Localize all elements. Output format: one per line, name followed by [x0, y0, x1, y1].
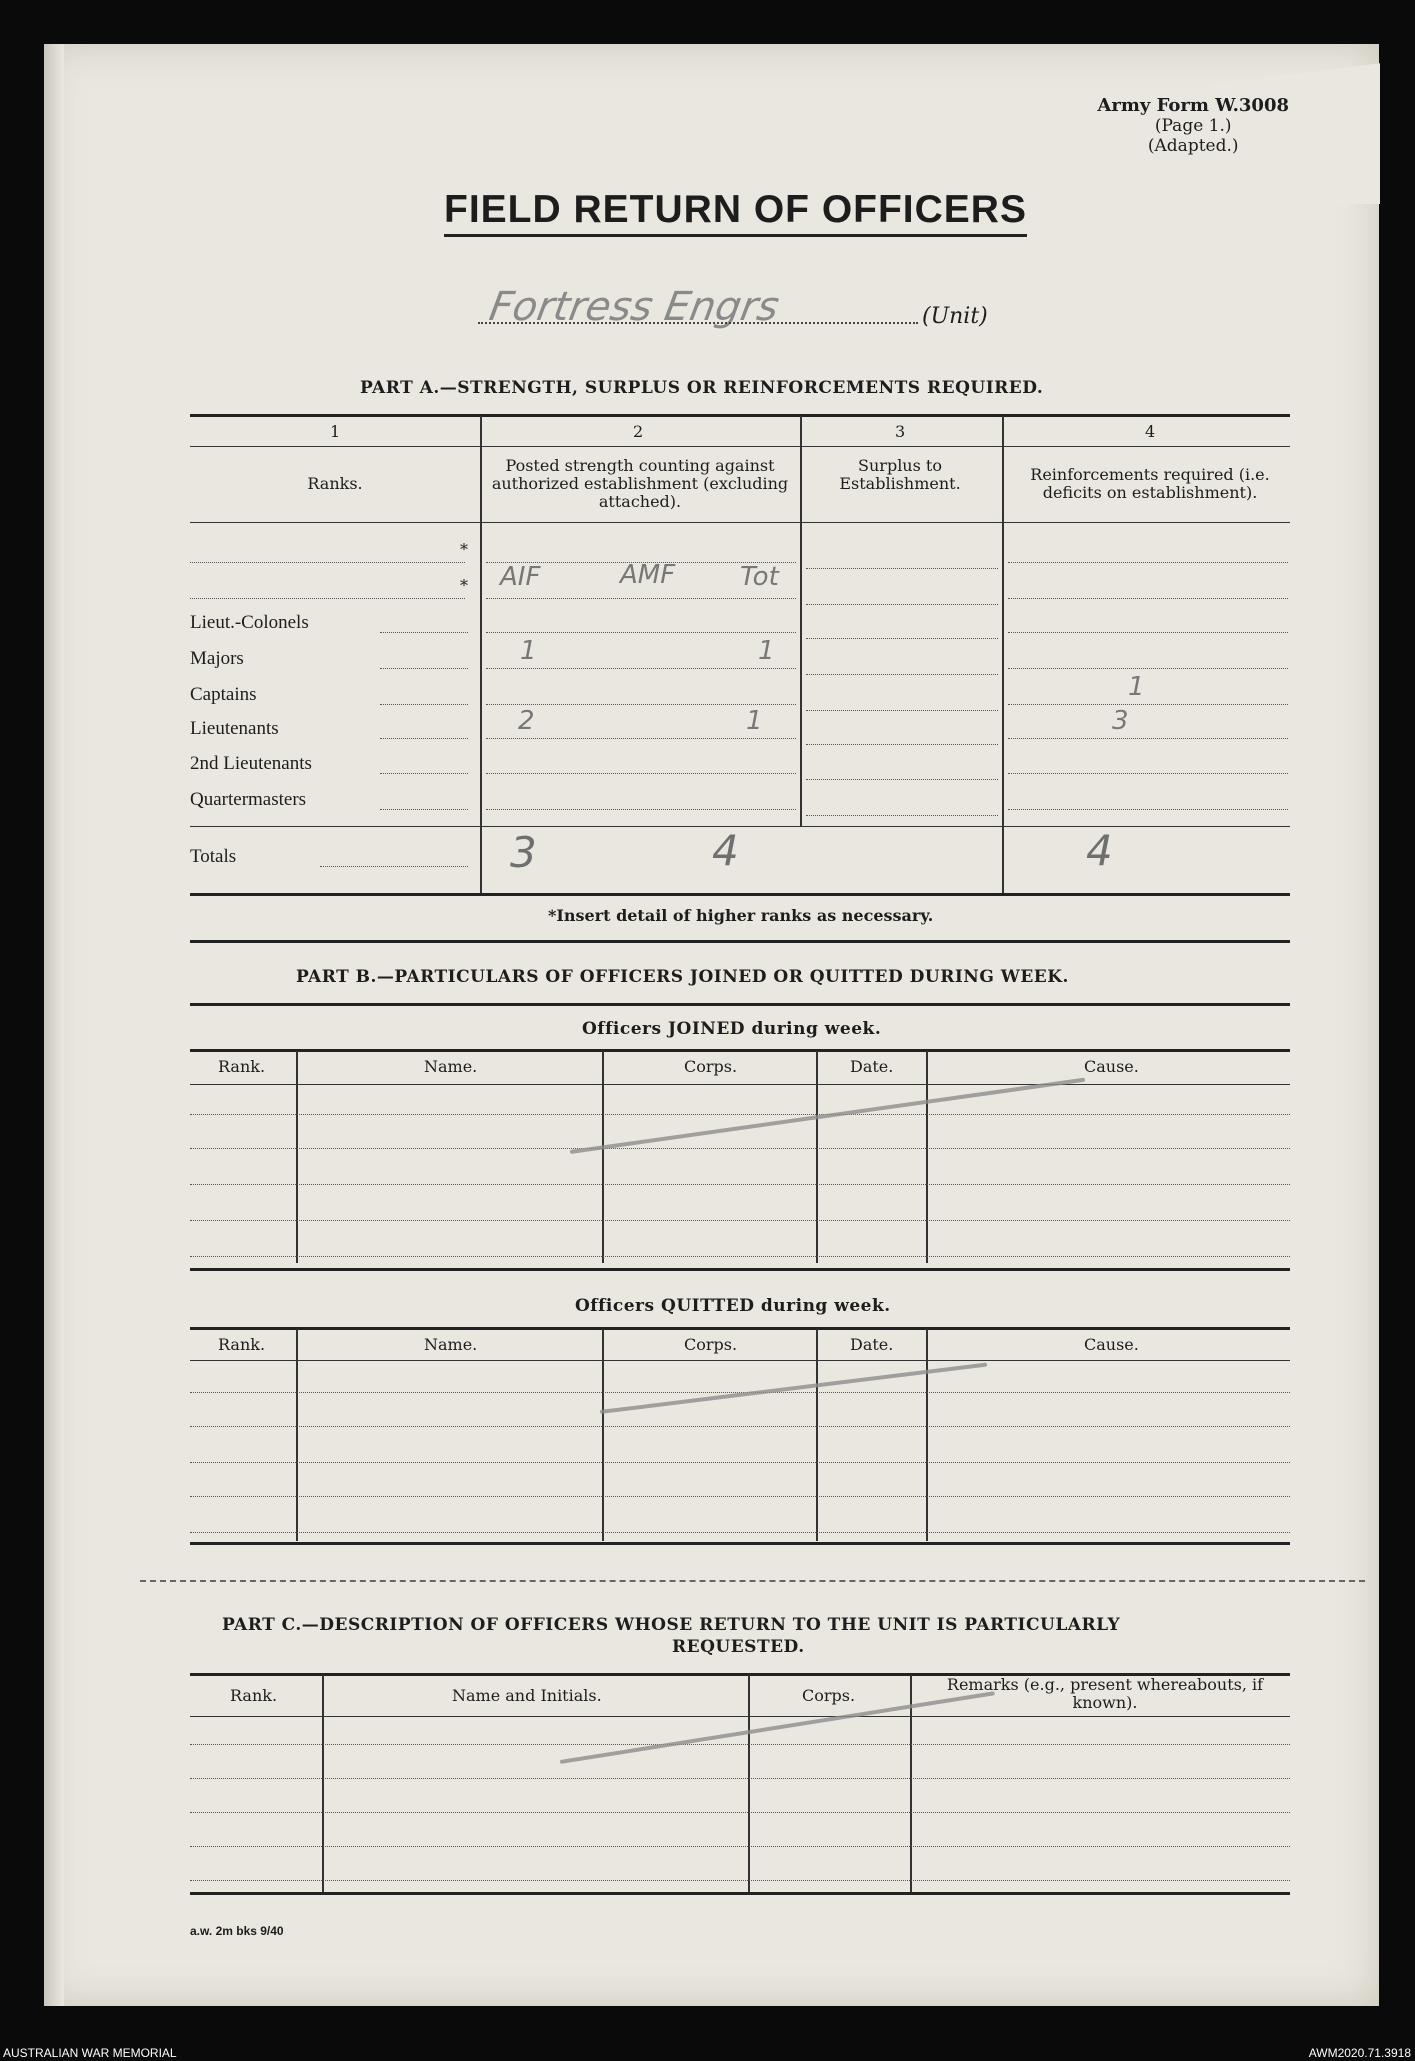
quitted-bottom-rule: [190, 1542, 1290, 1545]
part-a-top-rule: [190, 414, 1290, 417]
c4-row-8: [1008, 809, 1288, 810]
partc-row-2: [190, 1778, 1290, 1779]
rank-lieutenants: Lieutenants: [190, 718, 279, 739]
quitted-div-2: [602, 1329, 604, 1541]
captains-reinf: 1: [1128, 672, 1145, 702]
c4-row-1: [1008, 562, 1288, 563]
c2-row-5: [486, 704, 796, 705]
credit-right: AWM2020.71.3918: [1308, 2046, 1411, 2060]
rank-majors: Majors: [190, 648, 244, 669]
c2-row-8: [486, 809, 796, 810]
c2-row-2: [486, 598, 796, 599]
c3-row-4: [806, 674, 998, 675]
part-a-heading: PART A.—STRENGTH, SURPLUS OR REINFORCEMENTS REQUIRED.: [360, 378, 1044, 398]
totals-reinf: 4: [1086, 826, 1113, 875]
part-a-bottom-rule: [190, 893, 1290, 896]
star-row-1: *: [460, 540, 468, 559]
joined-col-corps: Corps.: [684, 1057, 738, 1076]
joined-div-1: [296, 1051, 298, 1263]
part-a-footnote: *Insert detail of higher ranks as necessary.: [548, 906, 934, 925]
quitted-col-name: Name.: [424, 1335, 478, 1354]
c2-row-1: [486, 562, 796, 563]
c2-row-7: [486, 773, 796, 774]
handwritten-aif: AIF: [500, 562, 541, 592]
c2-row-4: [486, 668, 796, 669]
joined-col-date: Date.: [850, 1057, 894, 1076]
joined-col-name: Name.: [424, 1057, 478, 1076]
partc-col-corps: Corps.: [802, 1686, 856, 1705]
col-4-number: 4: [1145, 422, 1156, 441]
leader-6: [380, 809, 468, 810]
lieutenants-reinf: 3: [1112, 706, 1129, 736]
handwritten-amf: AMF: [620, 560, 676, 590]
c3-row-7: [806, 779, 998, 780]
unit-dotted-line: [478, 322, 918, 324]
partc-div-2: [748, 1675, 750, 1893]
c4-row-7: [1008, 773, 1288, 774]
joined-heading: Officers JOINED during week.: [582, 1019, 882, 1039]
partc-col-remarks: Remarks (e.g., present whereabouts, if known).: [946, 1675, 1264, 1712]
joined-div-3: [816, 1051, 818, 1263]
rank-quartermasters: Quartermasters: [190, 789, 307, 810]
col-1-number: 1: [330, 422, 341, 441]
joined-col-rank: Rank.: [218, 1057, 266, 1076]
page-title: FIELD RETURN OF OFFICERS: [444, 188, 1027, 237]
totals-label: Totals: [190, 846, 237, 867]
ranks-header: Ranks.: [307, 474, 363, 493]
leader-totals: [320, 866, 468, 867]
majors-aif: 1: [520, 636, 537, 666]
unit-label: (Unit): [922, 304, 988, 329]
star-row-2: *: [460, 576, 468, 595]
c4-row-2: [1008, 598, 1288, 599]
form-adapted: (Adapted.): [1147, 136, 1239, 156]
quitted-heading: Officers QUITTED during week.: [575, 1296, 891, 1316]
part-b-heading: PART B.—PARTICULARS OF OFFICERS JOINED OR QUITTED DURING WEEK.: [296, 967, 1069, 987]
joined-row-5: [190, 1256, 1290, 1257]
totals-top-rule: [190, 826, 1290, 827]
c3-row-8: [806, 815, 998, 816]
c3-row-1: [806, 568, 998, 569]
joined-row-3: [190, 1184, 1290, 1185]
part-c-bottom-rule: [190, 1892, 1290, 1895]
quitted-row-3: [190, 1462, 1290, 1463]
partc-row-5: [190, 1880, 1290, 1881]
col-divider-3: [1002, 416, 1004, 894]
joined-div-4: [926, 1051, 928, 1263]
col-divider-2: [800, 416, 802, 826]
c4-row-4: [1008, 668, 1288, 669]
quitted-row-4: [190, 1496, 1290, 1497]
quitted-col-corps: Corps.: [684, 1335, 738, 1354]
credit-left: AUSTRALIAN WAR MEMORIAL: [3, 2046, 177, 2060]
perforation-line: [140, 1580, 1365, 1582]
form-number-block: [1097, 96, 1289, 156]
leader-1: [380, 632, 468, 633]
surplus-header: Surplus to Establishment.: [839, 456, 961, 493]
reinforcements-header: Reinforcements required (i.e. deficits on establishment).: [1030, 465, 1270, 502]
rank-2nd-lieutenants: 2nd Lieutenants: [190, 753, 312, 774]
quitted-header-rule: [190, 1360, 1290, 1361]
rank-lieut-colonels: Lieut.-Colonels: [190, 612, 309, 633]
joined-header-rule: [190, 1084, 1290, 1085]
col-2-number: 2: [633, 422, 644, 441]
leader-4: [380, 738, 468, 739]
col-divider-1: [480, 416, 482, 894]
joined-col-cause: Cause.: [1084, 1057, 1139, 1076]
partc-col-name: Name and Initials.: [452, 1686, 602, 1705]
quitted-row-2: [190, 1426, 1290, 1427]
leader-2: [380, 668, 468, 669]
c2-row-6: [486, 738, 796, 739]
quitted-col-rank: Rank.: [218, 1335, 266, 1354]
totals-tot: 4: [712, 826, 739, 875]
quitted-top-rule: [190, 1327, 1290, 1330]
c3-row-6: [806, 744, 998, 745]
handwritten-tot: Tot: [740, 562, 779, 592]
leader-5: [380, 773, 468, 774]
col-number-rule: [190, 446, 1290, 447]
joined-row-1: [190, 1114, 1290, 1115]
form-page: (Page 1.): [1154, 116, 1232, 136]
c3-row-2: [806, 604, 998, 605]
joined-top-rule: [190, 1049, 1290, 1052]
joined-row-4: [190, 1220, 1290, 1221]
unit-handwritten: Fortress Engrs: [485, 284, 783, 330]
partc-row-1: [190, 1744, 1290, 1745]
posted-header: Posted strength counting against authorized establishment (excluding attached).: [491, 456, 789, 511]
paper-left-edge: [44, 44, 64, 2006]
c4-row-3: [1008, 632, 1288, 633]
partc-col-rank: Rank.: [230, 1686, 278, 1705]
quitted-col-date: Date.: [850, 1335, 894, 1354]
quitted-col-cause: Cause.: [1084, 1335, 1139, 1354]
lieutenants-tot: 1: [746, 706, 763, 736]
col-3-number: 3: [895, 422, 906, 441]
joined-div-2: [602, 1051, 604, 1263]
partc-row-3: [190, 1812, 1290, 1813]
star-dots-2: [190, 598, 465, 599]
c3-row-3: [806, 638, 998, 639]
star-dots-1: [190, 562, 465, 563]
c4-row-5: [1008, 704, 1288, 705]
part-c-heading-1: PART C.—DESCRIPTION OF OFFICERS WHOSE RETURN TO THE UNIT IS PARTICULARLY: [222, 1615, 1121, 1635]
partc-row-4: [190, 1846, 1290, 1847]
quitted-div-3: [816, 1329, 818, 1541]
part-c-heading-2: REQUESTED.: [672, 1637, 805, 1657]
joined-bottom-rule: [190, 1268, 1290, 1271]
rank-captains: Captains: [190, 684, 257, 705]
c3-row-5: [806, 710, 998, 711]
joined-row-2: [190, 1148, 1290, 1149]
part-b-top-rule: [190, 1003, 1290, 1006]
quitted-div-4: [926, 1329, 928, 1541]
majors-tot: 1: [758, 636, 775, 666]
partc-header-rule: [190, 1716, 1290, 1717]
print-code: a.w. 2m bks 9/40: [190, 1924, 284, 1938]
form-number: Army Form W.3008: [1097, 95, 1289, 116]
totals-aif: 3: [510, 828, 537, 877]
c4-row-6: [1008, 738, 1288, 739]
leader-3: [380, 704, 468, 705]
header-bottom-rule: [190, 522, 1290, 523]
lieutenants-aif: 2: [518, 706, 535, 736]
quitted-div-1: [296, 1329, 298, 1541]
c2-row-3: [486, 632, 796, 633]
partc-div-1: [322, 1675, 324, 1893]
part-a-footnote-rule: [190, 940, 1290, 943]
quitted-row-5: [190, 1532, 1290, 1533]
